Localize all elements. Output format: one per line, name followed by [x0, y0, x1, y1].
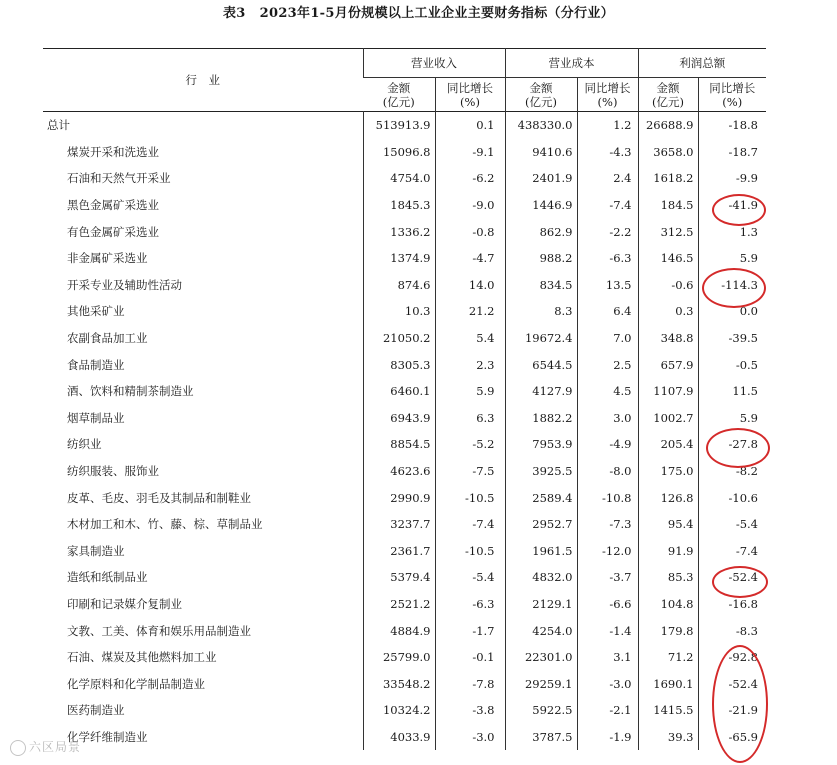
profit-growth-cell: 0.0	[698, 298, 766, 325]
table-row	[43, 617, 766, 644]
profit-growth-cell: -5.4	[698, 511, 766, 538]
cost-amount-cell: 1446.9	[505, 192, 577, 219]
industry-name-cell: 食品制造业	[67, 357, 125, 372]
profit-amount-cell: 1107.9	[638, 378, 698, 405]
table-number: 表3	[222, 6, 246, 21]
table-row	[43, 484, 766, 511]
profit-growth-cell: -10.6	[698, 484, 766, 511]
revenue-amount-cell: 2521.2	[363, 591, 435, 618]
cost-growth-cell: -6.3	[577, 245, 638, 272]
profit-growth-cell: -8.3	[698, 617, 766, 644]
profit-amount-cell: -0.6	[638, 272, 698, 299]
profit-growth-cell: -0.5	[698, 351, 766, 378]
industry-name-cell: 烟草制品业	[67, 410, 125, 425]
cost-amount-header: 金额 (亿元)	[505, 78, 577, 112]
profit-growth-cell: -21.9	[698, 697, 766, 724]
cost-amount-cell: 2129.1	[505, 591, 577, 618]
profit-amount-cell: 71.2	[638, 644, 698, 671]
cost-growth-cell: -2.2	[577, 218, 638, 245]
profit-amount-cell: 146.5	[638, 245, 698, 272]
revenue-amount-cell: 6943.9	[363, 405, 435, 432]
cost-growth-cell: 2.4	[577, 165, 638, 192]
profit-amount-cell: 126.8	[638, 484, 698, 511]
highlight-circle	[706, 428, 770, 468]
profit-growth-cell: -18.8	[698, 112, 766, 139]
revenue-growth-cell: 21.2	[435, 298, 505, 325]
table-row	[43, 165, 766, 192]
revenue-growth-cell: -0.8	[435, 218, 505, 245]
profit-amount-cell: 3658.0	[638, 139, 698, 166]
revenue-amount-cell: 10324.2	[363, 697, 435, 724]
profit-growth-cell: 5.9	[698, 405, 766, 432]
table-row	[43, 272, 766, 299]
profit-growth-cell: -52.4	[698, 564, 766, 591]
profit-amount-cell: 1415.5	[638, 697, 698, 724]
financial-indicators-table	[43, 48, 766, 750]
revenue-amount-cell: 513913.9	[363, 112, 435, 139]
table-row	[43, 591, 766, 618]
watermark-text: 六区局景	[29, 740, 82, 754]
cost-growth-cell: -3.7	[577, 564, 638, 591]
cost-growth-cell: -4.9	[577, 431, 638, 458]
revenue-growth-cell: -7.4	[435, 511, 505, 538]
profit-amount-cell: 1690.1	[638, 670, 698, 697]
cost-amount-cell: 862.9	[505, 218, 577, 245]
cost-growth-cell: 1.2	[577, 112, 638, 139]
industry-name-cell: 有色金属矿采选业	[67, 224, 159, 239]
revenue-header: 营业收入	[363, 49, 505, 78]
profit-growth-cell: -8.2	[698, 458, 766, 485]
cost-amount-cell: 2589.4	[505, 484, 577, 511]
watermark	[10, 738, 81, 756]
table-row	[43, 564, 766, 591]
industry-name-cell: 农副食品加工业	[67, 331, 148, 346]
profit-amount-cell: 85.3	[638, 564, 698, 591]
profit-growth-cell: 5.9	[698, 245, 766, 272]
table-row	[43, 511, 766, 538]
table-row	[43, 644, 766, 671]
revenue-amount-cell: 25799.0	[363, 644, 435, 671]
industry-name-cell: 煤炭开采和洗选业	[67, 144, 159, 159]
profit-growth-cell: -16.8	[698, 591, 766, 618]
revenue-amount-cell: 15096.8	[363, 139, 435, 166]
revenue-amount-cell: 21050.2	[363, 325, 435, 352]
profit-growth-cell: 11.5	[698, 378, 766, 405]
profit-growth-cell: -7.4	[698, 538, 766, 565]
industry-name-cell: 酒、饮料和精制茶制造业	[67, 384, 194, 399]
industry-name-cell: 纺织业	[67, 437, 102, 452]
profit-growth-cell: -27.8	[698, 431, 766, 458]
revenue-growth-cell: -0.1	[435, 644, 505, 671]
industry-name-cell: 石油和天然气开采业	[67, 171, 171, 186]
cost-growth-cell: 2.5	[577, 351, 638, 378]
revenue-growth-cell: 5.4	[435, 325, 505, 352]
industry-name-cell: 化学原料和化学制品制造业	[67, 676, 205, 691]
revenue-growth-cell: -4.7	[435, 245, 505, 272]
revenue-amount-cell: 4033.9	[363, 724, 435, 751]
revenue-amount-cell: 33548.2	[363, 670, 435, 697]
revenue-amount-cell: 1374.9	[363, 245, 435, 272]
industry-name-cell: 皮革、毛皮、羽毛及其制品和制鞋业	[67, 490, 251, 505]
revenue-growth-cell: 2.3	[435, 351, 505, 378]
cost-amount-cell: 6544.5	[505, 351, 577, 378]
revenue-growth-cell: -3.8	[435, 697, 505, 724]
cost-growth-cell: -7.4	[577, 192, 638, 219]
cost-amount-cell: 1961.5	[505, 538, 577, 565]
cost-amount-cell: 988.2	[505, 245, 577, 272]
revenue-amount-cell: 2990.9	[363, 484, 435, 511]
cost-amount-cell: 8.3	[505, 298, 577, 325]
industry-name-cell: 开采专业及辅助性活动	[67, 277, 182, 292]
cost-amount-cell: 2952.7	[505, 511, 577, 538]
cost-amount-cell: 19672.4	[505, 325, 577, 352]
cost-growth-cell: -8.0	[577, 458, 638, 485]
revenue-amount-cell: 4754.0	[363, 165, 435, 192]
revenue-growth-cell: -5.4	[435, 564, 505, 591]
cost-amount-cell: 7953.9	[505, 431, 577, 458]
industry-name-cell: 印刷和记录媒介复制业	[67, 596, 182, 611]
table-row	[43, 298, 766, 325]
table-row	[43, 245, 766, 272]
revenue-growth-cell: -7.8	[435, 670, 505, 697]
profit-growth-cell: -39.5	[698, 325, 766, 352]
profit-growth-cell: -65.9	[698, 724, 766, 751]
cost-amount-cell: 438330.0	[505, 112, 577, 139]
revenue-growth-cell: 6.3	[435, 405, 505, 432]
industry-name-cell: 文教、工美、体育和娱乐用品制造业	[67, 623, 251, 638]
industry-name-cell: 纺织服装、服饰业	[67, 464, 159, 479]
revenue-growth-cell: -9.0	[435, 192, 505, 219]
revenue-growth-cell: -10.5	[435, 538, 505, 565]
table-row	[43, 218, 766, 245]
industry-header: 行 业	[185, 73, 220, 87]
revenue-amount-cell: 1336.2	[363, 218, 435, 245]
table-row	[43, 139, 766, 166]
industry-name-cell: 黑色金属矿采选业	[67, 198, 159, 213]
table-row	[43, 670, 766, 697]
table-title-text: 2023年1-5月份规模以上工业企业主要财务指标（分行业）	[259, 6, 615, 21]
table-row	[43, 458, 766, 485]
profit-amount-cell: 312.5	[638, 218, 698, 245]
cost-growth-cell: -7.3	[577, 511, 638, 538]
table-row	[43, 192, 766, 219]
revenue-amount-cell: 10.3	[363, 298, 435, 325]
revenue-amount-cell: 1845.3	[363, 192, 435, 219]
profit-growth-cell: -52.4	[698, 670, 766, 697]
profit-amount-cell: 179.8	[638, 617, 698, 644]
profit-amount-cell: 104.8	[638, 591, 698, 618]
revenue-growth-cell: -6.3	[435, 591, 505, 618]
cost-amount-cell: 2401.9	[505, 165, 577, 192]
revenue-growth-cell: 14.0	[435, 272, 505, 299]
revenue-growth-cell: -3.0	[435, 724, 505, 751]
circle-logo-icon	[10, 740, 26, 756]
table-row	[43, 538, 766, 565]
industry-name-cell: 其他采矿业	[67, 304, 125, 319]
profit-growth-cell: -18.7	[698, 139, 766, 166]
revenue-amount-cell: 6460.1	[363, 378, 435, 405]
industry-name-cell: 医药制造业	[67, 703, 125, 718]
cost-amount-cell: 3787.5	[505, 724, 577, 751]
profit-amount-header: 金额 (亿元)	[638, 78, 698, 112]
revenue-growth-cell: -5.2	[435, 431, 505, 458]
cost-amount-cell: 4832.0	[505, 564, 577, 591]
industry-name-cell: 造纸和纸制品业	[67, 570, 148, 585]
table-row	[43, 724, 766, 751]
revenue-growth-cell: -1.7	[435, 617, 505, 644]
cost-amount-cell: 3925.5	[505, 458, 577, 485]
cost-amount-cell: 1882.2	[505, 405, 577, 432]
cost-amount-cell: 834.5	[505, 272, 577, 299]
profit-amount-cell: 657.9	[638, 351, 698, 378]
table-body	[43, 112, 766, 751]
table-title	[0, 2, 837, 21]
revenue-growth-cell: -10.5	[435, 484, 505, 511]
cost-amount-cell: 29259.1	[505, 670, 577, 697]
revenue-amount-cell: 4623.6	[363, 458, 435, 485]
cost-amount-cell: 22301.0	[505, 644, 577, 671]
cost-growth-cell: -3.0	[577, 670, 638, 697]
revenue-amount-cell: 8854.5	[363, 431, 435, 458]
profit-header: 利润总额	[638, 49, 766, 78]
cost-amount-cell: 9410.6	[505, 139, 577, 166]
industry-name-cell: 总计	[47, 118, 70, 133]
cost-growth-cell: 3.1	[577, 644, 638, 671]
table-row	[43, 112, 766, 139]
table-row	[43, 325, 766, 352]
cost-growth-cell: -1.4	[577, 617, 638, 644]
highlight-circle	[712, 645, 768, 763]
highlight-circle	[702, 268, 766, 308]
cost-growth-cell: 7.0	[577, 325, 638, 352]
profit-growth-header: 同比增长 (%)	[698, 78, 766, 112]
revenue-growth-header: 同比增长 (%)	[435, 78, 505, 112]
cost-growth-cell: -12.0	[577, 538, 638, 565]
revenue-growth-cell: 0.1	[435, 112, 505, 139]
profit-growth-cell: 1.3	[698, 218, 766, 245]
cost-growth-cell: -1.9	[577, 724, 638, 751]
profit-growth-cell: -41.9	[698, 192, 766, 219]
table-row	[43, 378, 766, 405]
profit-growth-cell: -92.8	[698, 644, 766, 671]
cost-growth-header: 同比增长 (%)	[577, 78, 638, 112]
revenue-amount-cell: 4884.9	[363, 617, 435, 644]
profit-amount-cell: 184.5	[638, 192, 698, 219]
table-row	[43, 351, 766, 378]
revenue-amount-cell: 874.6	[363, 272, 435, 299]
cost-amount-cell: 5922.5	[505, 697, 577, 724]
cost-growth-cell: -2.1	[577, 697, 638, 724]
profit-growth-cell: -114.3	[698, 272, 766, 299]
industry-name-cell: 木材加工和木、竹、藤、棕、草制品业	[67, 517, 263, 532]
cost-growth-cell: 4.5	[577, 378, 638, 405]
profit-growth-cell: -9.9	[698, 165, 766, 192]
revenue-amount-cell: 2361.7	[363, 538, 435, 565]
industry-name-cell: 化学纤维制造业	[67, 729, 148, 744]
revenue-growth-cell: -6.2	[435, 165, 505, 192]
cost-amount-cell: 4254.0	[505, 617, 577, 644]
revenue-amount-cell: 3237.7	[363, 511, 435, 538]
cost-growth-cell: 13.5	[577, 272, 638, 299]
cost-growth-cell: 3.0	[577, 405, 638, 432]
profit-amount-cell: 1618.2	[638, 165, 698, 192]
profit-amount-cell: 1002.7	[638, 405, 698, 432]
table-row	[43, 697, 766, 724]
cost-growth-cell: -10.8	[577, 484, 638, 511]
table-row	[43, 405, 766, 432]
revenue-growth-cell: 5.9	[435, 378, 505, 405]
profit-amount-cell: 175.0	[638, 458, 698, 485]
table-header	[43, 49, 766, 112]
revenue-growth-cell: -9.1	[435, 139, 505, 166]
cost-growth-cell: -6.6	[577, 591, 638, 618]
profit-amount-cell: 39.3	[638, 724, 698, 751]
industry-name-cell: 家具制造业	[67, 543, 125, 558]
profit-amount-cell: 0.3	[638, 298, 698, 325]
profit-amount-cell: 205.4	[638, 431, 698, 458]
cost-growth-cell: -4.3	[577, 139, 638, 166]
cost-growth-cell: 6.4	[577, 298, 638, 325]
cost-amount-cell: 4127.9	[505, 378, 577, 405]
profit-amount-cell: 91.9	[638, 538, 698, 565]
highlight-circle	[712, 566, 768, 598]
revenue-amount-header: 金额 (亿元)	[382, 80, 415, 109]
revenue-growth-cell: -7.5	[435, 458, 505, 485]
revenue-amount-cell: 8305.3	[363, 351, 435, 378]
profit-amount-cell: 95.4	[638, 511, 698, 538]
profit-amount-cell: 26688.9	[638, 112, 698, 139]
profit-amount-cell: 348.8	[638, 325, 698, 352]
revenue-amount-cell: 5379.4	[363, 564, 435, 591]
industry-name-cell: 石油、煤炭及其他燃料加工业	[67, 650, 217, 665]
industry-name-cell: 非金属矿采选业	[67, 251, 148, 266]
cost-header: 营业成本	[505, 49, 638, 78]
table-row	[43, 431, 766, 458]
highlight-circle	[712, 194, 766, 226]
